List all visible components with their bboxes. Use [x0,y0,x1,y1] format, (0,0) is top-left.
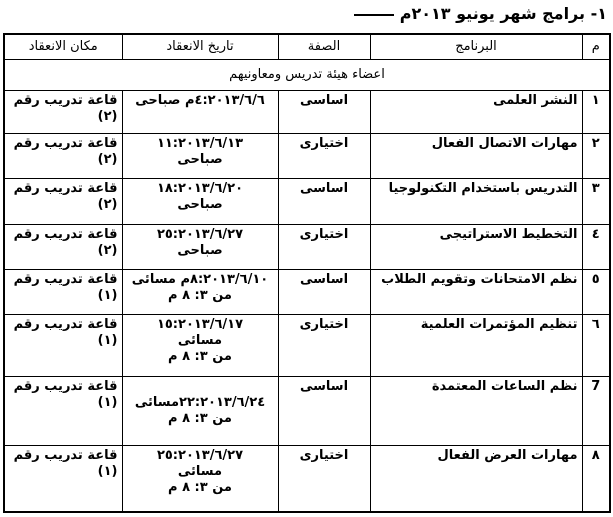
row-program: التخطيط الاستراتيجى [370,224,582,269]
row-date [122,445,278,512]
place-line: قاعة تدريب رقم [13,226,118,242]
row-num: 7 [582,377,610,446]
heading-rule [354,14,394,16]
date-line: مسائى [177,463,223,479]
place-line: (١) [97,395,118,411]
row-program: التدريس باستخدام التكنولوجيا [370,179,582,224]
date-line: ٢٢:٢٠١٣/٦/٢٤مسائى [134,395,266,411]
row-program: مهارات العرض الفعال [370,445,582,512]
row-place [4,179,122,224]
row-program: نظم الساعات المعتمدة [370,377,582,446]
row-num: ٢ [582,134,610,179]
row-date [122,91,278,134]
table-row [4,314,610,376]
row-num: ٤ [582,224,610,269]
date-line: ١٥:٢٠١٣/٦/١٧ [156,316,244,332]
row-date [122,314,278,376]
table-row [4,179,610,224]
row-type: اساسى [278,91,370,134]
place-line: قاعة تدريب رقم [13,181,118,197]
row-program: تنظيم المؤتمرات العلمية [370,314,582,376]
date-line: ٢٥:٢٠١٣/٦/٢٧ [156,447,244,463]
page-heading [354,4,607,23]
row-num: ٦ [582,314,610,376]
place-line: (١) [97,287,118,303]
heading-text: ١- برامج شهر يونيو ٢٠١٣م [399,4,607,23]
date-line: ٨:٢٠١٣/٦/١٠م مسائى [131,271,269,287]
table-row [4,91,610,134]
col-header-type: الصفة [278,34,370,60]
place-line: قاعة تدريب رقم [13,316,118,332]
place-line: (٢) [97,242,118,258]
row-place [4,377,122,446]
table-row [4,445,610,512]
place-line: قاعة تدريب رقم [13,379,118,395]
row-place [4,134,122,179]
row-num: ٨ [582,445,610,512]
date-line: ١٨:٢٠١٣/٦/٢٠ [156,181,244,197]
date-line: مسائى [177,332,223,348]
col-header-num: م [582,34,610,60]
date-line: من ٣: ٨ م [168,287,232,303]
row-place [4,224,122,269]
place-line: (١) [97,332,118,348]
date-line: من ٣: ٨ م [168,479,232,495]
row-type: اختيارى [278,314,370,376]
table-row [4,269,610,314]
date-line [127,379,274,395]
row-num: ٥ [582,269,610,314]
group-label: اعضاء هيئة تدريس ومعاونيهم [4,60,610,91]
date-line: ٤:٢٠١٣/٦/٦م صباحى [135,93,265,109]
programs-table [3,33,611,513]
date-line: ٢٥:٢٠١٣/٦/٢٧ [156,226,244,242]
table-row [4,224,610,269]
row-type: اختيارى [278,445,370,512]
row-num: ٣ [582,179,610,224]
row-type: اساسى [278,377,370,446]
place-line: قاعة تدريب رقم [13,271,118,287]
table-row [4,134,610,179]
row-program: النشر العلمى [370,91,582,134]
place-line: (٢) [97,197,118,213]
row-num: ١ [582,91,610,134]
place-line: قاعة تدريب رقم [13,136,118,152]
row-type: اساسى [278,179,370,224]
table-header-row [4,34,610,60]
table-row [4,377,610,446]
row-place [4,314,122,376]
place-line: قاعة تدريب رقم [13,93,118,109]
col-header-date: تاريخ الانعقاد [122,34,278,60]
date-line: ١١:٢٠١٣/٦/١٣ [156,136,244,152]
col-header-place: مكان الانعقاد [4,34,122,60]
row-place [4,269,122,314]
row-date [122,269,278,314]
row-type: اختيارى [278,134,370,179]
row-place [4,445,122,512]
row-type: اختيارى [278,224,370,269]
place-line: (٢) [97,152,118,168]
place-line: (٢) [97,109,118,125]
row-date [122,179,278,224]
place-line: (١) [97,463,118,479]
group-row [4,60,610,91]
row-date [122,224,278,269]
row-type: اساسى [278,269,370,314]
row-date [122,134,278,179]
date-line: صباحى [177,242,223,258]
row-place [4,91,122,134]
date-line: من ٣: ٨ م [168,411,232,427]
row-program: نظم الامتحانات وتقويم الطلاب [370,269,582,314]
place-line: قاعة تدريب رقم [13,447,118,463]
row-program: مهارات الاتصال الفعال [370,134,582,179]
date-line: من ٣: ٨ م [168,348,232,364]
date-line: صباحى [177,152,223,168]
date-line: صباحى [177,197,223,213]
col-header-program: البرنامج [370,34,582,60]
row-date [122,377,278,446]
